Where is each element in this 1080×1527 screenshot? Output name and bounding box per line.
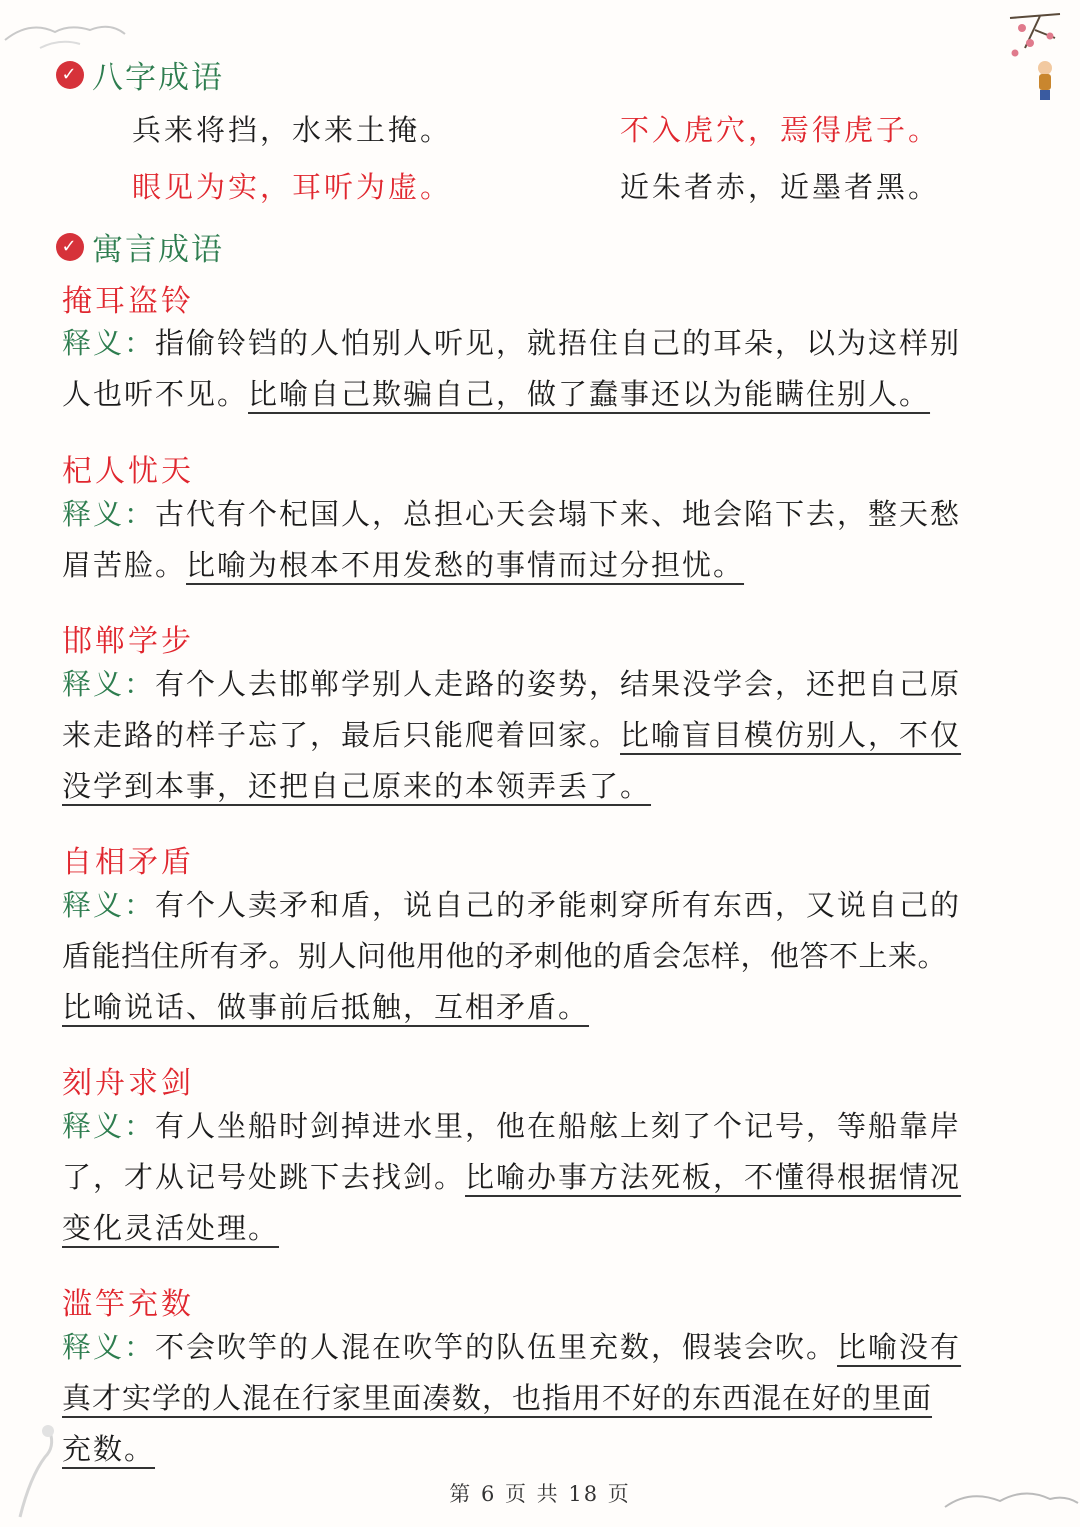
page-number: 第 6 页 共 18 页	[449, 1482, 631, 1506]
explanation-text: 来走路的样子忘了，最后只能爬着回家。	[62, 718, 621, 752]
explanation-text: 眉苦脸。	[62, 548, 187, 582]
explanation-label: 释义：	[62, 326, 156, 360]
explanation-text: 盾能挡住所有矛。别人问他用他的矛刺他的盾会怎样，他答不上来。	[62, 939, 948, 973]
metaphor-text: 没学到本事，还把自己原来的本领弄丢了。	[62, 769, 652, 803]
idiom-explanation	[62, 489, 1022, 591]
explanation-text: 有人坐船时剑掉进水里，他在船舷上刻了个记号，等船靠岸	[155, 1109, 962, 1143]
idiom-title: 刻舟求剑	[62, 1066, 194, 1101]
idiom-explanation	[62, 318, 1022, 420]
metaphor-text: 充数。	[62, 1432, 156, 1466]
plum-blossom-boy-decoration	[1000, 8, 1070, 108]
idiom-title: 滥竽充数	[62, 1287, 194, 1322]
metaphor-text: 真才实学的人混在行家里面凑数，也指用不好的东西混在好的里面	[62, 1381, 933, 1415]
explanation-text: 有个人卖矛和盾，说自己的矛能刺穿所有东西，又说自己的	[155, 888, 962, 922]
section-title-text: 寓言成语	[92, 232, 224, 268]
ink-mountain-decoration	[0, 0, 130, 60]
section-title-text: 八字成语	[92, 60, 224, 96]
explanation-label: 释义：	[62, 888, 156, 922]
eight-char-idiom: 兵来将挡，水来土掩。	[132, 113, 453, 147]
metaphor-text: 比喻办事方法死板，不懂得根据情况	[465, 1160, 962, 1194]
metaphor-text: 比喻为根本不用发愁的事情而过分担忧。	[186, 548, 745, 582]
idiom-explanation	[62, 880, 1022, 1033]
explanation-text: 不会吹竽的人混在吹竽的队伍里充数，假装会吹。	[155, 1330, 838, 1364]
explanation-text: 指偷铃铛的人怕别人听见，就捂住自己的耳朵，以为这样别	[155, 326, 962, 360]
explanation-text: 有个人去邯郸学别人走路的姿势，结果没学会，还把自己原	[155, 667, 962, 701]
idiom-explanation	[62, 1322, 1022, 1475]
section-title	[56, 224, 224, 269]
check-icon: ✓	[56, 61, 84, 89]
idiom-title: 掩耳盗铃	[62, 284, 194, 319]
idiom-explanation	[62, 659, 1022, 812]
idiom-title: 杞人忧天	[62, 454, 194, 489]
explanation-label: 释义：	[62, 667, 156, 701]
idiom-title: 邯郸学步	[62, 624, 194, 659]
metaphor-text: 比喻自己欺骗自己，做了蠢事还以为能瞒住别人。	[248, 377, 931, 411]
explanation-label: 释义：	[62, 1330, 156, 1364]
metaphor-text: 比喻没有	[837, 1330, 962, 1364]
explanation-text: 了，才从记号处跳下去找剑。	[62, 1160, 466, 1194]
metaphor-text: 比喻盲目模仿别人，不仅	[620, 718, 962, 752]
section-title	[56, 52, 224, 97]
idiom-title: 自相矛盾	[62, 845, 194, 880]
explanation-text: 古代有个杞国人，总担心天会塌下来、地会陷下去，整天愁	[155, 497, 962, 531]
eight-char-idiom: 近朱者赤，近墨者黑。	[620, 170, 941, 204]
explanation-label: 释义：	[62, 1109, 156, 1143]
ink-figure-decoration	[0, 1417, 70, 1527]
idiom-explanation	[62, 1101, 1022, 1254]
explanation-label: 释义：	[62, 497, 156, 531]
explanation-text: 人也听不见。	[62, 377, 249, 411]
eight-char-idiom: 不入虎穴，焉得虎子。	[620, 113, 941, 147]
metaphor-text: 比喻说话、做事前后抵触，互相矛盾。	[62, 990, 590, 1024]
eight-char-idiom: 眼见为实，耳听为虚。	[132, 170, 453, 204]
check-icon: ✓	[56, 233, 84, 261]
metaphor-text: 变化灵活处理。	[62, 1211, 280, 1245]
